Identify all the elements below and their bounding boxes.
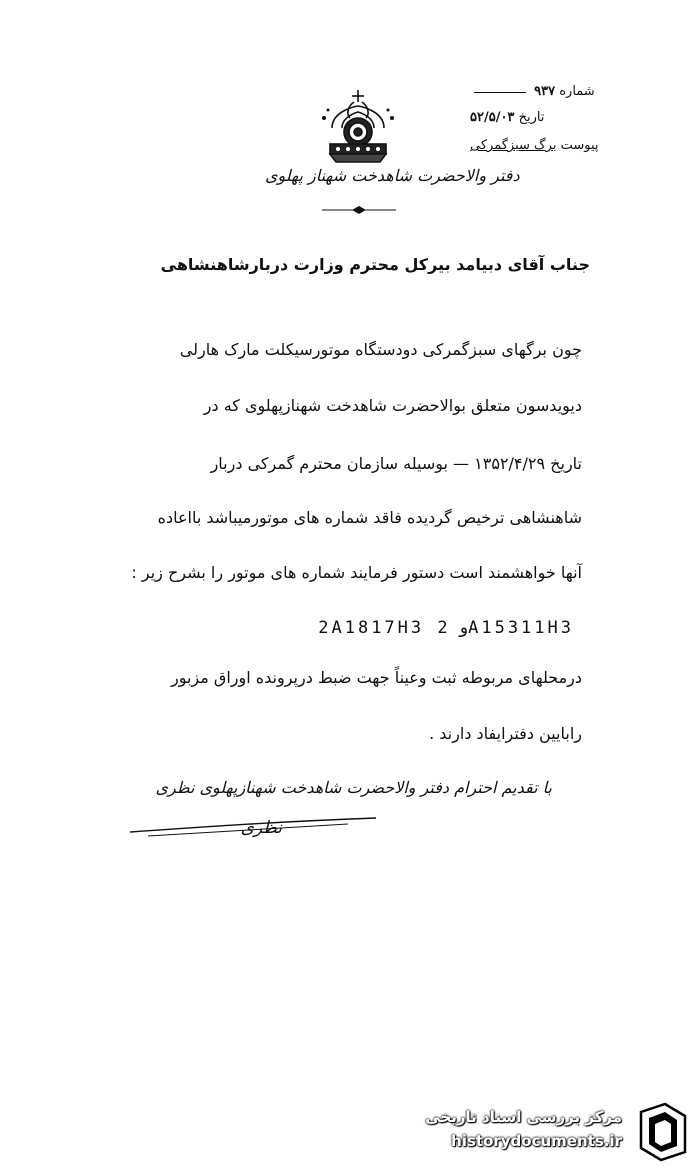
- date-value: ۵۲/۵/۰۳: [470, 110, 515, 125]
- body-line-4: شاهنشاهی ترخیص گردیده فاقد شماره های موتورمیباشد بااعاده: [157, 508, 582, 527]
- number-label: شماره: [559, 84, 595, 99]
- ornament-divider-icon: [320, 204, 398, 216]
- letter-number: [470, 84, 595, 99]
- archive-logo-icon: [635, 1102, 691, 1162]
- engine-numbers: 2A1817H3 و 2A15311H3: [318, 618, 574, 638]
- archive-name: مرکز بررسی اسناد تاریخی: [425, 1108, 622, 1126]
- salutation: جناب آقای دبیامد بیرکل محترم وزارت دربارشاهنشاهی: [160, 255, 590, 274]
- number-underline: [474, 90, 526, 93]
- body-line-1: چون برگهای سبزگمرکی دودستگاه موتورسیکلت مارک هارلی: [179, 340, 582, 359]
- letter-date: [470, 110, 544, 125]
- archive-url[interactable]: historydocuments.ir: [451, 1132, 622, 1150]
- body-line-7: درمحلهای مربوطه ثبت وعیناً جهت ضبط درپرونده اوراق مزبور: [170, 668, 582, 687]
- closing-remark: با تقدیم احترام دفتر والاحضرت شاهدخت شهنازپهلوی نظری: [155, 778, 552, 797]
- office-title: دفتر والاحضرت شاهدخت شهناز پهلوی: [265, 166, 520, 185]
- number-value: ۹۳۷: [534, 84, 556, 99]
- body-line-5: آنها خواهشمند است دستور فرمایند شماره های موتور را بشرح زیر :: [131, 563, 582, 582]
- attachment-label: پیوست: [560, 138, 599, 153]
- letter-attachment: [470, 138, 599, 153]
- body-line-8: رابایین دفترایفاد دارند .: [429, 724, 582, 743]
- body-line-3: تاریخ ۱۳۵۲/۴/۲۹ — بوسیله سازمان محترم گمرکی دربار: [210, 454, 582, 473]
- body-line-2: دیویدسون متعلق بوالاحضرت شاهدخت شهنازپهلوی که در: [203, 396, 582, 415]
- date-label: تاریخ: [518, 110, 545, 125]
- attachment-value: برگ سبزگمرکی: [470, 138, 557, 153]
- signature: نظری: [240, 818, 282, 838]
- crown-emblem-icon: [318, 88, 398, 166]
